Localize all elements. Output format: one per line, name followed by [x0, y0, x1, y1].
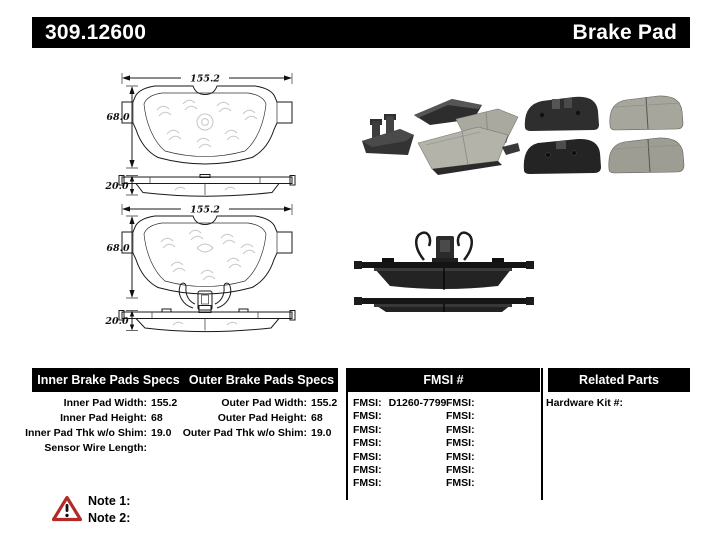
spec-row	[20, 396, 177, 411]
spec-row	[182, 426, 337, 441]
fmsi-column-right	[446, 397, 482, 491]
fmsi-row	[446, 464, 482, 477]
fmsi-label: FMSI:	[353, 397, 382, 409]
product-title: Brake Pad	[572, 20, 677, 44]
fmsi-label: FMSI:	[446, 397, 475, 409]
fmsi-label: FMSI:	[446, 450, 475, 463]
part-header-bar	[32, 17, 690, 48]
fmsi-header-bar	[347, 368, 540, 392]
fmsi-label: FMSI:	[446, 464, 475, 477]
spec-row	[20, 426, 177, 441]
fmsi-row	[446, 424, 482, 437]
fmsi-row	[353, 451, 446, 464]
dim-height-label: 68.0	[106, 243, 130, 254]
drawing-inner-pad	[105, 62, 305, 200]
spec-label: Outer Pad Height:	[217, 412, 307, 424]
related-label: Hardware Kit #:	[546, 397, 624, 409]
related-header: Related Parts	[579, 373, 659, 387]
note-row	[88, 493, 130, 510]
dim-width-label: 155.2	[190, 204, 220, 216]
dim-thickness-label: 20.0	[105, 316, 129, 327]
spec-value: 68	[311, 412, 323, 424]
fmsi-header: FMSI #	[423, 373, 464, 387]
spec-value: 155.2	[311, 397, 338, 409]
spec-row	[20, 411, 177, 426]
spec-value: 19.0	[151, 427, 172, 439]
photo-pads-angled	[352, 85, 522, 177]
fmsi-label: FMSI:	[446, 437, 475, 450]
inner-specs-column	[20, 396, 177, 456]
fmsi-label: FMSI:	[353, 464, 382, 477]
fmsi-label: FMSI:	[446, 410, 475, 423]
fmsi-row	[446, 397, 482, 410]
notes-block	[88, 493, 130, 526]
spec-label: Inner Pad Width:	[63, 397, 147, 409]
fmsi-row	[353, 397, 446, 410]
fmsi-row	[353, 477, 446, 490]
spec-row	[20, 441, 177, 456]
spec-value: 155.2	[151, 397, 178, 409]
photo-pads-flat	[518, 85, 690, 177]
fmsi-row	[446, 451, 482, 464]
spec-row	[182, 396, 337, 411]
fmsi-row	[353, 424, 446, 437]
part-number: 309.12600	[45, 20, 147, 44]
fmsi-label: FMSI:	[353, 477, 382, 490]
fmsi-row	[446, 437, 482, 450]
fmsi-label: FMSI:	[353, 423, 382, 436]
fmsi-row	[446, 410, 482, 423]
spec-label: Inner Pad Height:	[60, 412, 147, 424]
fmsi-label: FMSI:	[353, 410, 382, 423]
note-row	[88, 510, 130, 527]
column-divider	[541, 368, 543, 500]
note-label: Note 1:	[88, 494, 131, 508]
fmsi-row	[446, 477, 482, 490]
dim-height-label: 68.0	[106, 112, 130, 123]
outer-specs-header: Outer Brake Pads Specs	[188, 373, 335, 387]
warning-triangle-icon	[52, 495, 82, 522]
spec-label: Inner Pad Thk w/o Shim:	[25, 427, 147, 439]
spec-label: Outer Pad Thk w/o Shim:	[182, 427, 307, 439]
dim-width-label: 155.2	[190, 73, 220, 85]
spec-label: Outer Pad Width:	[221, 397, 307, 409]
fmsi-row	[353, 437, 446, 450]
outer-specs-column	[182, 396, 337, 441]
fmsi-row	[353, 464, 446, 477]
spec-value: 68	[151, 412, 163, 424]
related-parts-column	[546, 397, 628, 410]
specs-header-bar	[32, 368, 338, 392]
note-label: Note 2:	[88, 510, 131, 525]
fmsi-label: FMSI:	[353, 437, 382, 450]
spec-value: 19.0	[311, 427, 332, 439]
fmsi-row	[353, 410, 446, 423]
fmsi-label: FMSI:	[446, 477, 475, 490]
fmsi-value: D1260-7799	[388, 397, 447, 409]
related-header-bar	[548, 368, 690, 392]
column-divider	[346, 368, 348, 500]
fmsi-column-left	[353, 397, 446, 491]
hardware-kit-row	[546, 397, 628, 410]
fmsi-label: FMSI:	[353, 450, 382, 463]
drawing-outer-pad	[105, 196, 305, 336]
dim-thickness-label: 20.0	[105, 181, 129, 192]
spec-row	[182, 411, 337, 426]
inner-specs-header: Inner Brake Pads Specs	[37, 373, 180, 387]
fmsi-label: FMSI:	[446, 423, 475, 436]
spec-label: Sensor Wire Length:	[44, 442, 147, 454]
photo-pads-edge	[352, 200, 537, 312]
